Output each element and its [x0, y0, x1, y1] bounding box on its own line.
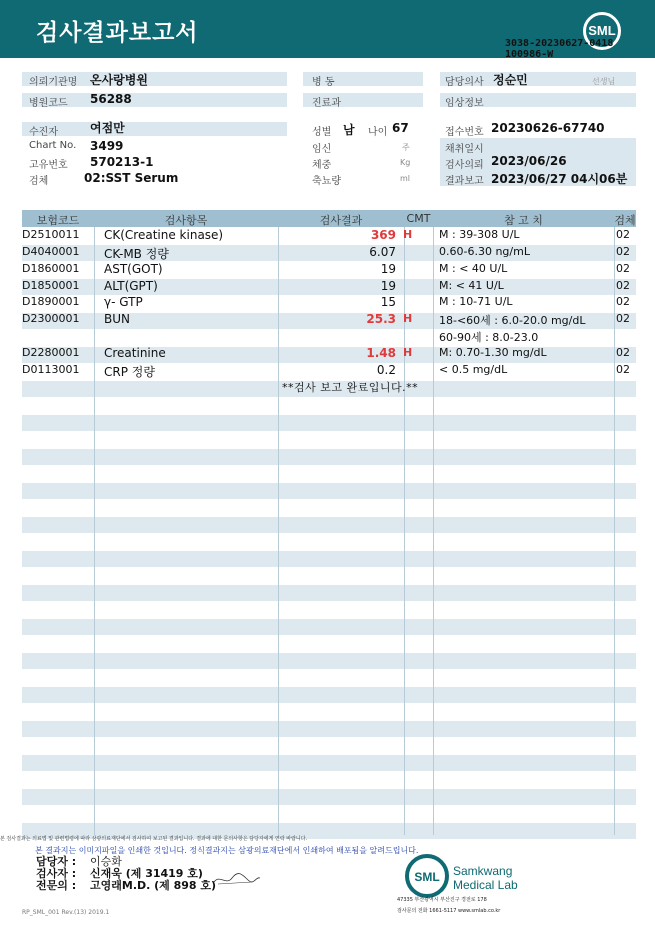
- hospital-code-value: 56288: [90, 92, 132, 106]
- chart-value: 3499: [90, 139, 124, 153]
- ward-label: 병 동: [312, 77, 335, 88]
- pregnancy-unit: 주: [402, 143, 410, 152]
- footer-logo-text: SML: [414, 870, 440, 884]
- request-value: 2023/06/26: [491, 154, 567, 168]
- table-stripe: [22, 789, 636, 805]
- specimen-label: 검체: [29, 176, 49, 187]
- urine-unit: ml: [400, 174, 411, 183]
- table-stripe: [22, 483, 636, 499]
- table-stripe: [22, 449, 636, 465]
- table-stripe: [22, 551, 636, 567]
- collection-label: 채취일시: [445, 144, 484, 155]
- manager-value: 이승화: [90, 855, 122, 868]
- patient-bar: [22, 122, 287, 136]
- request-label: 검사의뢰: [445, 160, 484, 171]
- specialist-value: 고영래M.D. (제 898 호): [90, 879, 217, 892]
- table-stripe: [22, 687, 636, 703]
- table-row: D1890001 γ- GTP 15 M : 10-71 U/L 02: [22, 295, 630, 309]
- header-name: 검사항목: [164, 214, 208, 227]
- table-stripe: [22, 517, 636, 533]
- report-label: 결과보고: [445, 176, 484, 187]
- hospital-code-label: 병원코드: [29, 98, 68, 109]
- id-value: 570213-1: [90, 155, 154, 169]
- lab-address: 47335 부산광역시 부산진구 경전로 178 검사문의 전화 1661-5117 www.smlab.co.kr: [397, 897, 501, 914]
- table-stripe: [22, 653, 636, 669]
- patient-value: 여점만: [90, 121, 125, 135]
- table-row: D2280001 Creatinine 1.48 H M: 0.70-1.30 mg/dL 02: [22, 346, 630, 360]
- clinical-label: 임상정보: [445, 98, 484, 109]
- table-stripe: [22, 755, 636, 771]
- tester-label: 검사자 :: [36, 867, 77, 880]
- sml-footer-logo-icon: [404, 853, 450, 899]
- table-stripe: [22, 415, 636, 431]
- urine-label: 축뇨량: [312, 176, 341, 187]
- id-label: 고유번호: [29, 160, 68, 171]
- doctor-value: 정순민: [493, 73, 528, 87]
- table-row: 60-90세 : 8.0-23.0: [439, 331, 539, 344]
- table-row: D0113001 CRP 정량 0.2 < 0.5 mg/dL 02: [22, 363, 630, 379]
- lab-name: Samkwang Medical Lab: [453, 864, 518, 892]
- header-result: 검사결과: [319, 214, 363, 227]
- form-code: RP_SML_001 Rev.(13) 2019.1: [22, 909, 110, 916]
- table-row: D2300001 BUN 25.3 H 18-<60세 : 6.0-20.0 mg/dL 02: [22, 312, 630, 327]
- image-notice: 본 결과지는 이미지파일을 인쇄한 것입니다. 정식결과지는 삼광의료재단에서 인쇄하여 배포됨을 알려드립니다.: [35, 846, 419, 855]
- header-reference: 참 고 치: [504, 214, 543, 227]
- sex-label: 성별: [312, 127, 332, 138]
- report-end-note: **검사 보고 완료입니다.**: [282, 381, 419, 394]
- table-stripe: [22, 585, 636, 601]
- chart-label: Chart No.: [29, 140, 77, 151]
- pregnancy-label: 임신: [312, 144, 332, 155]
- table-header: [22, 210, 636, 227]
- dept-label: 진료과: [312, 98, 341, 109]
- report-id: 3038-20230627-0418 100986-W: [505, 38, 614, 60]
- sex-value: 남: [343, 123, 355, 137]
- table-row: D4040001 CK-MB 정량 6.07 0.60-6.30 ng/mL 02: [22, 245, 630, 261]
- sml-logo-icon: SML: [583, 12, 621, 50]
- table-row: D2510011 CK(Creatine kinase) 369 H M : 39-308 U/L 02: [22, 228, 630, 242]
- table-stripe: [22, 619, 636, 635]
- table-row: D1850001 ALT(GPT) 19 M: < 41 U/L 02: [22, 279, 630, 293]
- legal-fine-print: 본 검사결과는 의료법 및 관련법령에 따라 삼광의료재단에서 검사하여 보고된 결과입니다. 결과에 대한 문의사항은 담당자에게 연락 바랍니다.: [0, 836, 308, 842]
- hospital-label: 의뢰기관명: [29, 77, 78, 88]
- table-stripe: [22, 721, 636, 737]
- doctor-suffix: 선생님: [592, 77, 616, 86]
- patient-label: 수진자: [29, 127, 58, 138]
- page-title: 검사결과보고서: [36, 20, 199, 46]
- specimen-value: 02:SST Serum: [84, 171, 179, 185]
- specialist-label: 전문의 :: [36, 879, 77, 892]
- receipt-label: 접수번호: [445, 127, 484, 138]
- signature-icon: [212, 868, 262, 888]
- report-value: 2023/06/27 04시06분: [491, 172, 628, 186]
- header-code: 보험코드: [36, 214, 80, 227]
- weight-unit: Kg: [400, 158, 411, 167]
- tester-value: 신재욱 (제 31419 호): [90, 867, 203, 880]
- age-label: 나이: [368, 127, 388, 138]
- doctor-label: 담당의사: [445, 77, 484, 88]
- hospital-value: 온사랑병원: [90, 73, 148, 87]
- receipt-value: 20230626-67740: [491, 121, 605, 135]
- manager-label: 담당자 :: [36, 855, 77, 868]
- header-cmt: CMT: [406, 212, 431, 225]
- age-value: 67: [392, 121, 409, 135]
- weight-label: 체중: [312, 160, 332, 171]
- header-specimen: 검체: [614, 214, 636, 227]
- table-row: D1860001 AST(GOT) 19 M : < 40 U/L 02: [22, 262, 630, 276]
